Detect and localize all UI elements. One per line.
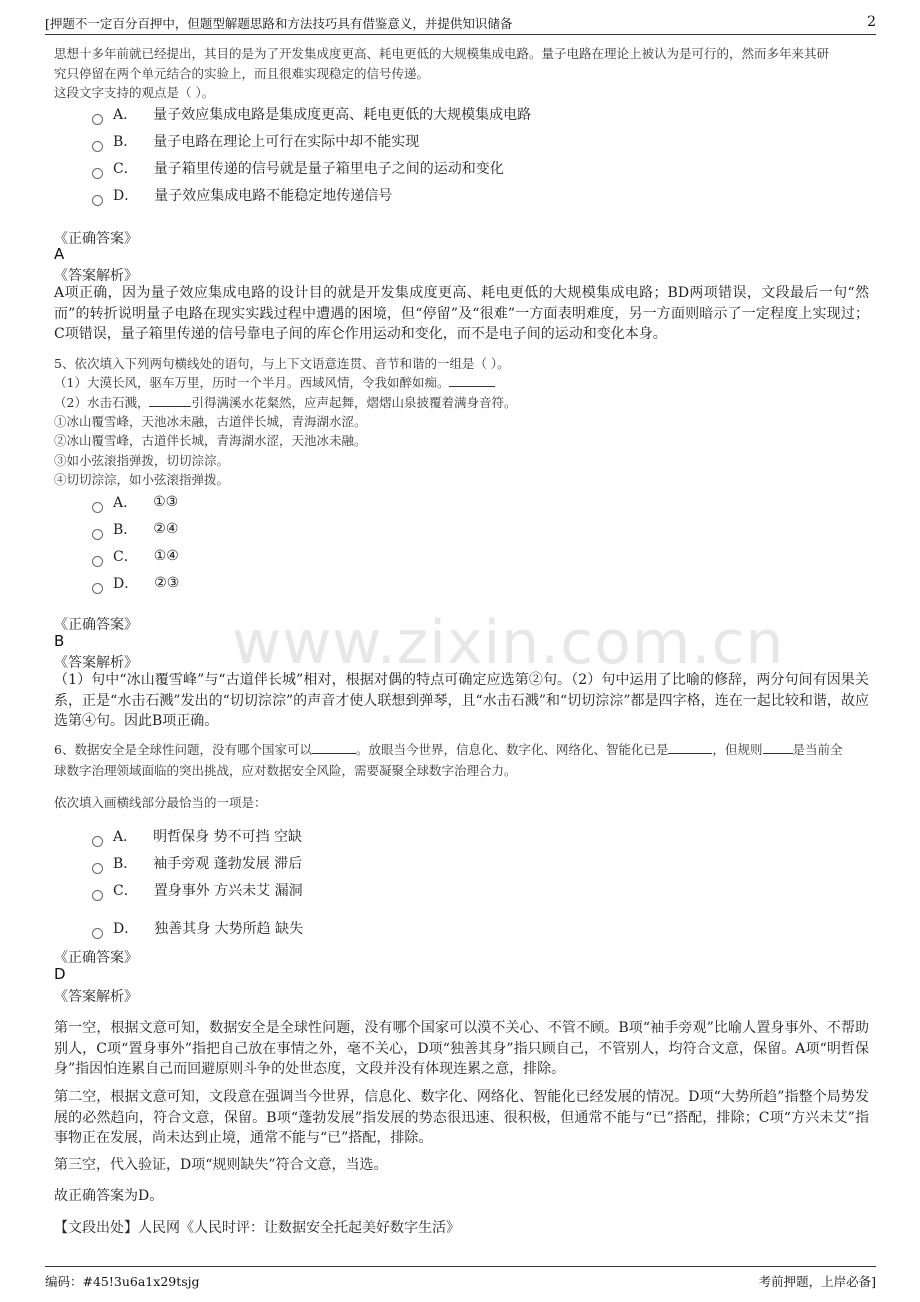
fill-blank (312, 741, 356, 754)
q5-option-d[interactable]: D． ②③ (92, 573, 179, 593)
q4-option-b[interactable]: B． 量子电路在理论上可行在实际中却不能实现 (92, 131, 419, 151)
q6-answer: D (54, 965, 66, 983)
q5-option-c[interactable]: C． ①④ (92, 546, 179, 566)
q4-answer: A (54, 245, 65, 263)
q5-answer: B (54, 632, 65, 650)
fill-blank (149, 394, 191, 407)
radio-icon[interactable] (92, 836, 103, 847)
q6-stem-line-2: 球数字治理领域面临的突出挑战，应对数据安全风险，需要凝聚全球数字治理合力。 (54, 763, 517, 778)
q5-option-b[interactable]: B． ②④ (92, 519, 178, 539)
radio-icon[interactable] (92, 863, 103, 874)
header-divider (45, 34, 876, 35)
q4-answer-label: 《正确答案》 (54, 231, 138, 247)
footer-slogan: 考前押题，上岸必备] (758, 1274, 876, 1289)
q6-option-d[interactable]: D． 独善其身 大势所趋 缺失 (92, 918, 303, 938)
q5-option-a[interactable]: A． ①③ (92, 492, 178, 512)
q6-option-a[interactable]: A． 明哲保身 势不可挡 空缺 (92, 826, 302, 846)
radio-icon[interactable] (92, 502, 103, 513)
q6-answer-label: 《正确答案》 (54, 950, 138, 966)
q5-item-3: ③如小弦滚指弹拨，切切淙淙。 (54, 453, 230, 468)
radio-icon[interactable] (92, 141, 103, 152)
q6-stem-line-1: 6、数据安全是全球性问题，没有哪个国家可以 。放眼当今世界，信息化、数字化、网络化、智能化已是 ，但规则 是当前全 (54, 742, 843, 757)
footer-code: 编码：#45!3u6a1x29tsjg (45, 1274, 200, 1289)
fill-blank (668, 741, 712, 754)
q4-option-a[interactable]: A． 量子效应集成电路是集成度更高、耗电更低的大规模集成电路 (92, 104, 531, 124)
page-number: 2 (867, 14, 876, 30)
radio-icon[interactable] (92, 890, 103, 901)
radio-icon[interactable] (92, 114, 103, 125)
q6-option-b[interactable]: B． 袖手旁观 蓬勃发展 滞后 (92, 853, 302, 873)
q6-source: 【文段出处】人民网《人民时评：让数据安全托起美好数字生活》 (54, 1220, 460, 1236)
q4-analysis-label: 《答案解析》 (54, 268, 138, 284)
q5-line-2: （2）水击石溅， 引得满溪水花粲然，应声起舞，熠熠山泉披覆着满身音符。 (54, 395, 517, 410)
q6-analysis-para-3: 第三空，代入验证，D项“规则缺失”符合文意，当选。 (54, 1157, 388, 1173)
radio-icon[interactable] (92, 168, 103, 179)
radio-icon[interactable] (92, 583, 103, 594)
q5-item-4: ④切切淙淙，如小弦滚指弹拨。 (54, 472, 230, 487)
radio-icon[interactable] (92, 529, 103, 540)
q4-analysis: A项正确，因为量子效应集成电路的设计目的就是开发集成度更高、耗电更低的大规模集成电路；BD两项错误，文段最后一句“然而”的转折说明量子电路在现实实践过程中遭遇的困境，但“停留”及“很难”一方面表明难度，另一方面则暗示了一定程度上实现过；C项错误，量子箱里传递的信号靠电子间的库仑作用运动和变化，而不是电子间的运动和变化本身。 (54, 285, 869, 342)
q4-option-d[interactable]: D． 量子效应集成电路不能稳定地传递信号 (92, 185, 392, 205)
fill-blank (449, 374, 495, 387)
fill-blank (763, 741, 793, 754)
page-header-title: [押题不一定百分百押中，但题型解题思路和方法技巧具有借鉴意义，并提供知识储备 (45, 16, 513, 31)
radio-icon[interactable] (92, 195, 103, 206)
q4-option-c[interactable]: C． 量子箱里传递的信号就是量子箱里电子之间的运动和变化 (92, 158, 504, 178)
q5-line-1: （1）大漠长风，驱车万里，历时一个半月。西域风情，令我如醉如痴。 (54, 373, 495, 391)
q6-instruction: 依次填入画横线部分最恰当的一项是： (54, 795, 267, 810)
q6-option-c[interactable]: C． 置身事外 方兴未艾 漏洞 (92, 880, 303, 900)
q5-analysis: （1）句中“冰山覆雪峰”与“古道伴长城”相对，根据对偶的特点可确定应选第②句。（2）句中运用了比喻的修辞，两分句间有因果关系，正是“水击石溅”发出的“切切淙淙”的声音才使人联想到弹琴，且“水击石溅”和“切切淙淙”都是四字格，连在一起比较和谐，故应选第④句。因此B项正确。 (54, 672, 869, 729)
q4-stem: 这段文字支持的观点是（ ）。 (54, 85, 215, 100)
q6-analysis-para-2: 第二空，根据文意可知，文段意在强调当今世界，信息化、数字化、网络化、智能化已经发展的情况。D项“大势所趋”指整个局势发展的必然趋向，符合文意，保留。B项“蓬勃发展”指发展的势态很迅速、很积极，但通常不能与“已”搭配，排除；C项“方兴未艾”指事物正在发展，尚未达到止境，通常不能与“已”搭配，排除。 (54, 1089, 869, 1146)
watermark: www.zixin.com.cn (232, 608, 785, 678)
q5-item-1: ①冰山覆雪峰，天池冰未融，古道伴长城，青海湖水涩。 (54, 414, 367, 429)
radio-icon[interactable] (92, 556, 103, 567)
q6-analysis-para-4: 故正确答案为D。 (54, 1188, 164, 1204)
q6-analysis-para-1: 第一空，根据文意可知，数据安全是全球性问题，没有哪个国家可以漠不关心、不管不顾。B项“袖手旁观”比喻人置身事外、不帮助别人，C项“置身事外”指把自己放在事情之外，毫不关心，D项“独善其身”指只顾自己，不管别人，均符合文意，保留。A项“明哲保身”指因怕连累自己而回避原则斗争的处世态度，文段并没有体现连累之意，排除。 (54, 1020, 869, 1077)
q4-passage-line-1: 思想十多年前就已经提出，其目的是为了开发集成度更高、耗电更低的大规模集成电路。量子电路在理论上被认为是可行的，然而多年来其研 (54, 46, 830, 61)
q6-analysis-label: 《答案解析》 (54, 989, 138, 1005)
q4-passage-line-2: 究只停留在两个单元结合的实验上，而且很难实现稳定的信号传递。 (54, 66, 430, 81)
q5-analysis-label: 《答案解析》 (54, 655, 138, 671)
q5-item-2: ②冰山覆雪峰，古道伴长城，青海湖水涩，天池冰未融。 (54, 433, 367, 448)
q5-stem: 5、依次填入下列两句横线处的语句，与上下文语意连贯、音节和谐的一组是（ ）。 (54, 356, 510, 371)
q5-answer-label: 《正确答案》 (54, 617, 138, 633)
footer-divider (45, 1266, 876, 1267)
radio-icon[interactable] (92, 928, 103, 939)
